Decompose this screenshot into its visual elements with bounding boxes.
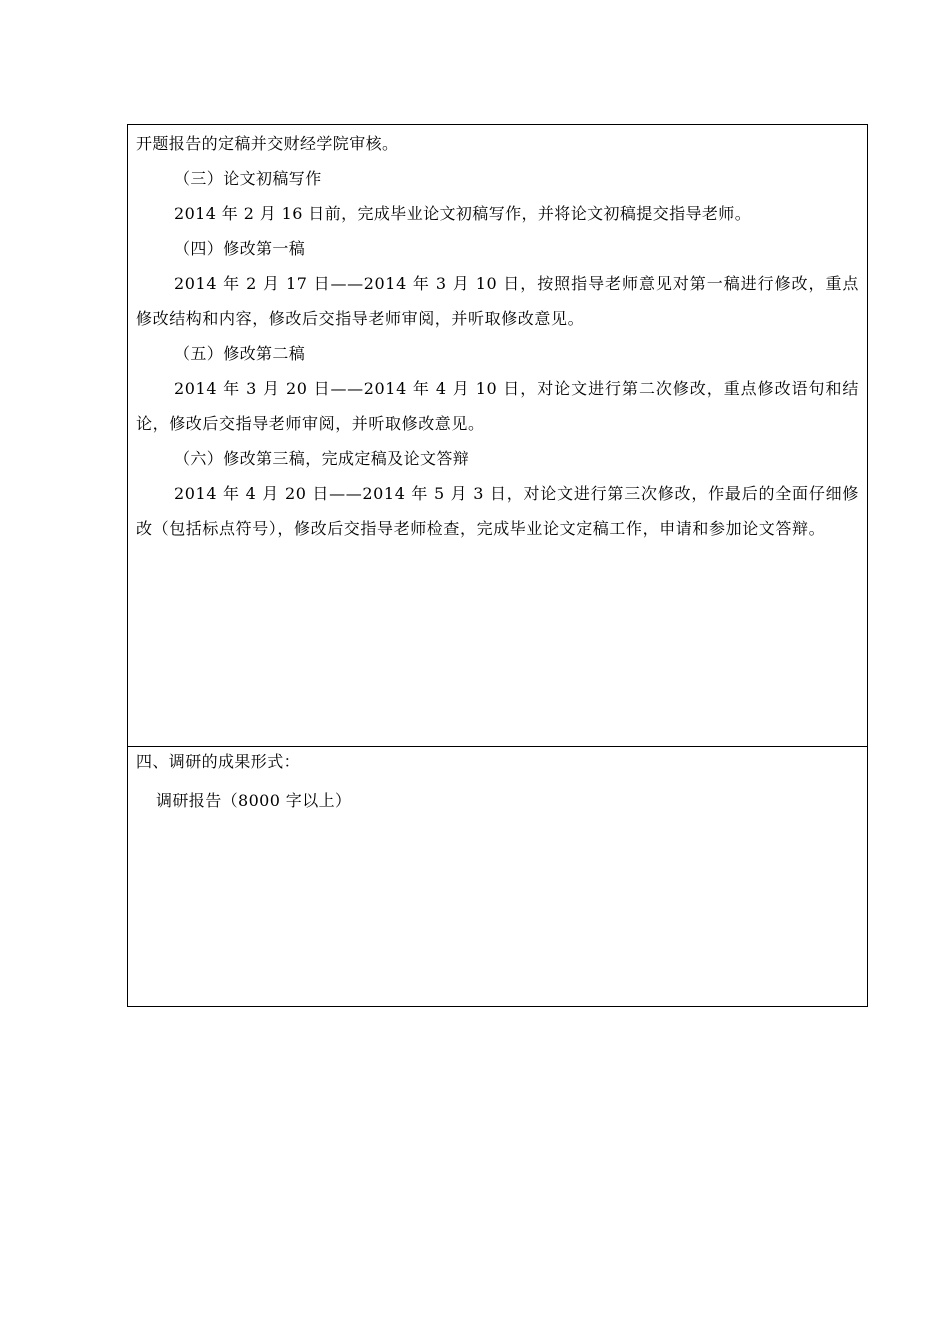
schedule-line-revision-1: 2014 年 2 月 17 日——2014 年 3 月 10 日，按照指导老师意见对第一稿进行修改，重点修改结构和内容，修改后交指导老师审阅，并听取修改意见。	[136, 274, 859, 328]
schedule-heading-revision-3: （六）修改第三稿，完成定稿及论文答辩	[174, 449, 470, 468]
results-heading: 四、调研的成果形式：	[136, 752, 301, 771]
results-value: 调研报告（8000 字以上）	[156, 791, 352, 810]
schedule-line-revision-2: 2014 年 3 月 20 日——2014 年 4 月 10 日，对论文进行第二次修改，重点修改语句和结论，修改后交指导老师审阅，并听取修改意见。	[136, 379, 859, 433]
results-cell	[128, 747, 867, 1006]
schedule-line-draft: 2014 年 2 月 16 日前，完成毕业论文初稿写作，并将论文初稿提交指导老师。	[174, 204, 752, 223]
schedule-cell	[128, 125, 867, 747]
schedule-heading-draft: （三）论文初稿写作	[174, 169, 322, 188]
form-table	[127, 124, 868, 1007]
schedule-line-revision-3: 2014 年 4 月 20 日——2014 年 5 月 3 日，对论文进行第三次修改，作最后的全面仔细修改（包括标点符号），修改后交指导老师检查，完成毕业论文定稿工作，申请和参加论文答辩。	[136, 484, 859, 538]
schedule-heading-revision-2: （五）修改第二稿	[174, 344, 306, 363]
schedule-heading-revision-1: （四）修改第一稿	[174, 239, 306, 258]
schedule-line-continuation: 开题报告的定稿并交财经学院审核。	[136, 134, 399, 153]
